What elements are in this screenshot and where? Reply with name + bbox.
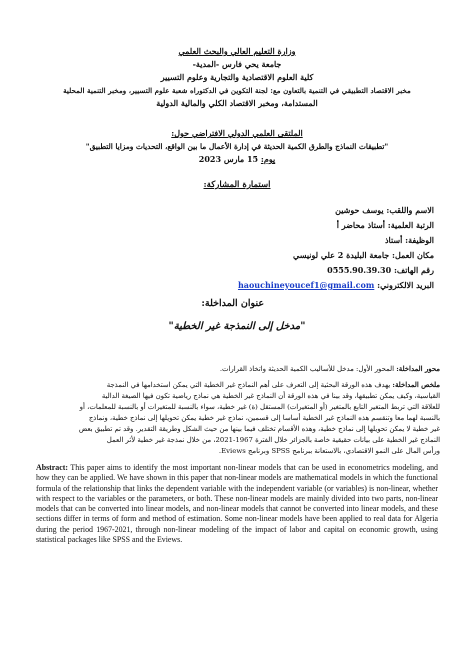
field-workplace	[293, 250, 434, 261]
abstract-label: Abstract:	[36, 463, 68, 472]
field-workplace-label: مكان العمل:	[392, 250, 434, 260]
field-email-label: البريد الالكتروني:	[377, 280, 434, 290]
summary-label: ملخص المداخلة:	[392, 381, 440, 389]
lab-line-1: مخبر الاقتصاد التطبيقي في التنمية بالتعاون مع: لجنة التكوين في الدكتوراه شعبة علوم التسيير، ومخبر التنمية المحلية	[63, 86, 411, 95]
axis-line	[36, 364, 440, 375]
lab-line-2: المستدامة، ومخبر الاقتصاد الكلي والمالية الدولية	[156, 98, 318, 108]
axis-text: المحور الأول: مدخل للأساليب الكمية الحديثة واتخاذ القرارات.	[219, 365, 395, 373]
field-email	[238, 280, 434, 291]
conference-topic: "تطبيقات النماذج والطرق الكمية الحديثة في إدارة الأعمال ما بين الواقع، التحديات ومزايا التطبيق"	[85, 142, 389, 151]
field-job-value: أستاذ	[384, 235, 403, 245]
conference-date	[40, 154, 434, 165]
field-phone-value: 0555.90.39.30	[327, 265, 392, 275]
intervention-title: "مدخل إلى النمذجة غير الخطية"	[168, 321, 306, 332]
axis-label: محور المداخلة:	[396, 365, 440, 373]
form-title: استمارة المشاركة:	[203, 180, 271, 190]
email-link[interactable]: haouchineyoucef1@gmail.com	[237, 280, 375, 290]
field-rank	[337, 220, 434, 231]
summary-block	[36, 380, 440, 457]
date-value: 15 مارس 2023	[198, 154, 259, 164]
summary-line: للعلاقة التي تربط المتغير التابع بالمتغير (أو المتغيرات) المستقل (ة) غير خطية، سواء بالنسبة للمتغيرات أو بالنسبة للمعلمات، أو	[79, 403, 440, 411]
field-rank-value: أستاذ محاضر أ	[336, 220, 385, 230]
summary-line: النماذج غير الخطية على بيانات حقيقية خاصة بالجزائر خلال الفترة 1967-2021، من خلال نمذجة غير خطية لأثر العمل	[106, 436, 440, 444]
field-name-value: يوسف حوشين	[335, 205, 384, 215]
conference-title: الملتقى العلمي الدولي الافتراضي حول:	[171, 128, 303, 138]
summary-line: غير خطية لا يمكن تحويلها إلى نماذج خطية، وهذه الأقسام تختلف فيما بينها من حيث الشكل وطريقة التقدير. وقد تم تطبيق بعض	[78, 425, 440, 433]
summary-line: القياسية، وكيف يمكن تطبيقها، وقد بينا في هذه الورقة أن النماذج غير الخطية هي نماذج رياضية تكون فيها الصيغة الدالية	[101, 392, 440, 400]
summary-line: ملخص المداخلة: يهدف هذه الورقة البحثية إلى التعرف على أهم النماذج غير الخطية التي يمكن استخدامها في النمذجة	[106, 381, 440, 389]
field-name-label: الاسم واللقب:	[386, 205, 434, 215]
faculty-name: كلية العلوم الاقتصادية والتجارية وعلوم التسيير	[160, 72, 314, 82]
date-label: يوم:	[260, 154, 276, 164]
ministry-heading: وزارة التعليم العالي والبحث العلمي	[178, 46, 296, 56]
field-name	[335, 205, 434, 216]
abstract-text: This paper aims to identify the most important non-linear models that can be used in econometrics modeling, and how they can be applied. We have shown in this paper that non-linear models are mathematical models in which the functional formula of the relationship that links the dependent variable with the independent variable (or variables) is non-linear, whether with respect to the variables or the parameters, or both. These non-linear models are mainly divided into two parts, non-linear models that can be converted into linear models, and non-linear models that cannot be converted into linear models, and these sections differ in terms of form and method of estimation. Some non-linear models have been applied to real data for Algeria during the period 1967-2021, through non-linear modeling of the impact of labor and capital on economic growth, using statistical packages like SPSS and the Eviews.	[36, 463, 438, 545]
field-rank-label: الرتبة العلمية:	[387, 220, 434, 230]
field-phone-label: رقم الهاتف:	[393, 265, 434, 275]
field-job-label: الوظيفة:	[405, 235, 434, 245]
summary-line: بالنسبة لهما معا وتنقسم هذه النماذج غير الخطية أساسا إلى قسمين، نماذج غير خطية يمكن تحويلها إلى نماذج خطية، ونماذج	[88, 414, 440, 422]
abstract-block	[36, 463, 438, 545]
university-name: جامعة يحي فارس -المدية-	[192, 59, 282, 69]
summary-line: ورأس المال على النمو الاقتصادي، بالاستعانة ببرنامج SPSS وبرنامج Eviews.	[218, 447, 440, 455]
intervention-label: عنوان المداخلة:	[201, 298, 264, 309]
field-phone	[327, 265, 434, 276]
field-workplace-value: جامعة البليدة 2 علي لونيسي	[293, 250, 390, 260]
field-job	[385, 235, 434, 246]
